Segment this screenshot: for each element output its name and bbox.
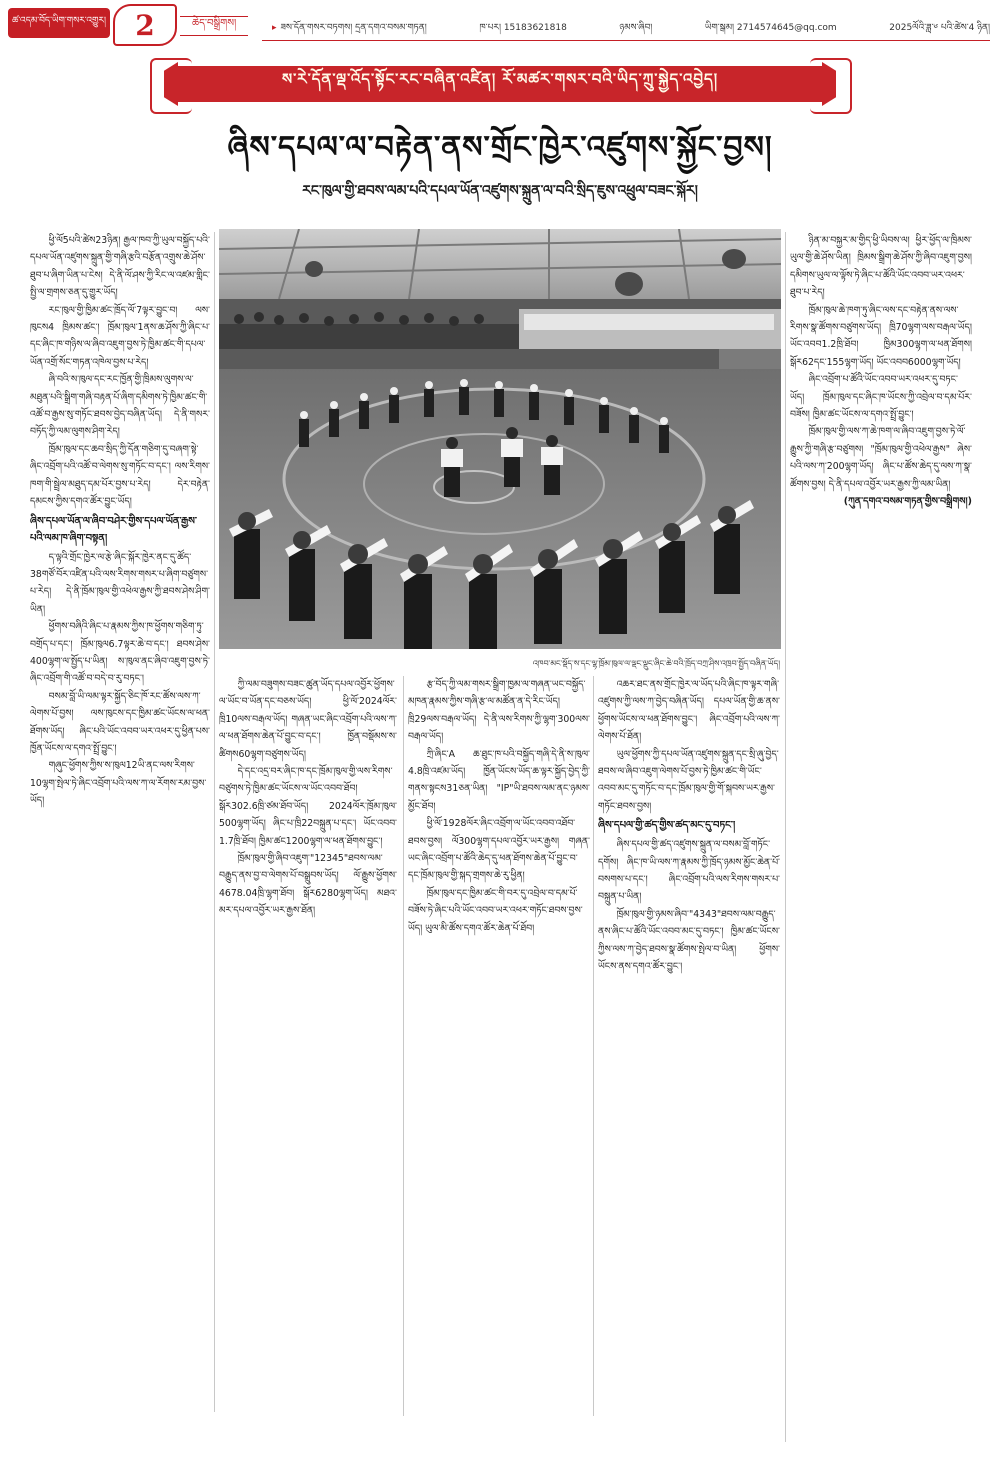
- article-column-1: [30, 232, 210, 1412]
- phone-info: ཁ་པར། 15183621818: [479, 22, 567, 33]
- paragraph: ཞིང་འབྲོག་པ་ཚོའི་ཡོང་འབབ་ཡར་འཕར་དུ་བཏང་ཡོད། ཁྲོམ་ཁུལ་དང་ཞིང་ཁ་ཡོངས་ཀྱི་འབྲེལ་བ་དམ་པོར་བཟོས། ཁྱིམ་ཚང་ཡོངས་ལ་དགའ་སྤྲོ་བྱུང་།: [790, 374, 972, 421]
- column-rule: [593, 676, 594, 1416]
- paragraph: ཁྲོམ་ཁུལ་ཆེ་ཁག་ཏུ་ཞིང་ལས་དང་བརྟེན་ནས་ལས་རིགས་སྣ་ཚོགས་བཙུགས་ཡོད། ཁྲི70ལྷག་ལས་བརྒལ་ཡོད། ཡོང་འབབ1.2ཁྲི་ཐོབ། ཁྱིམ300ལྷག་ལ་ཕན་ཐོགས། སྒོར62དང་155ལྷག་ཡོད། ཡོང་འབབ6000ལྷག་ཡོད།: [790, 304, 972, 368]
- dance-photo: [219, 229, 781, 649]
- article-headline: ཞིས་དཔལ་ལ་བརྟེན་ནས་གྲོང་ཁྱེར་འཛུགས་སྐྱོང་བྱས།: [227, 130, 773, 165]
- paragraph: ཉིན་མ་བསྐྱར་མ་གྱིད་ཕྱི་ཡིབས་ལ། ཕྱིར་ཕྱོད་ལ་ཁྲིམས་ཡུལ་གྱི་ཆེ་ཤོས་ཡིན། ཁྲིམས་སྒྲིག་ཆེ་ཤོས་ཀྱི་ཞིབ་འཇུག་བྱས། དམིགས་ཡུལ་ལ་ལྟོས་ཏེ་ཞིང་པ་ཚོའི་ཡོང་འབབ་ཡར་འཕར་ཐུབ་པ་རེད།: [790, 235, 972, 299]
- paragraph: ཁྲོམ་ཁུལ་གྱི་ལས་ཀ་ཆེ་ཁག་ལ་ཞིབ་འཇུག་བྱས་ཏེ་ལོ་རྒྱུས་ཀྱི་གཞི་རྩ་བཙུགས། "ཁྲོམ་ཁུལ་གྱི་འཕེལ་རྒྱས" ཞེས་པའི་ལས་ཀ་200ལྷག་ཡོད། ཞིང་པ་ཚོས་ཆེད་དུ་ལས་ཀ་སྣ་ཚོགས་བྱས། དེ་ནི་དཔལ་འབྱོར་ཡར་རྒྱས་ཀྱི་ལམ་ཡིན།: [790, 426, 972, 490]
- paragraph: ཡུལ་ཕྱོགས་ཀྱི་དཔལ་ཡོན་འཛུགས་སྐྲུན་དང་སྲི་ཞུ་བྱེད་ཐབས་ལ་ཞིབ་འཇུག་ལེགས་པོ་བྱས་ཏེ་ཁྱིམ་ཚང་གི་ཡོང་འབབ་མང་དུ་གཏོང་བ་དང་ཁྲོམ་ཁུལ་གྱི་གོ་སྐབས་ཡར་རྒྱས་གཏོང་ཐབས་བྱས།: [598, 748, 779, 812]
- paragraph: ཞིས་དཔལ་གྱི་ཚད་འཛུགས་སྐྲུན་ལ་བསམ་བློ་གཏོང་དགོས། ཞིང་ཁ་ཡི་ལས་ཀ་རྣམས་ཀྱི་ཁྲོད་ཉམས་མྱོང་ཆེན་པོ་བསགས་པ་དང་། ཞིང་འབྲོག་པའི་ལས་རིགས་གསར་པ་བསྐྲུན་པ་ཡིན།: [598, 839, 780, 903]
- section-heading: ཞིས་དཔལ་གྱི་ཚད་གྱིས་ཚད་མང་དུ་བཏང་།: [598, 820, 736, 832]
- paragraph: ཕྱི་ལོ5པའི་ཚེས23ཉིན། རྒྱལ་ཁབ་ཀྱི་ཡུལ་བསྐྱོད་པའི་དཔལ་ཡོན་འཛུགས་སྐྲུན་གྱི་གཞི་རྩའི་བརྩོན་འགྲུས་ཆེ་ཤོས་ཐུབ་པ་ཞིག་ཡིན་པ་ངེས། དེ་ནི་ལོ་ཤས་ཀྱི་རིང་ལ་འཛམ་གླིང་སྤྱི་ལ་གྲགས་ཅན་དུ་གྱུར་ཡོད།: [30, 235, 210, 299]
- article-column-4: [598, 676, 780, 1416]
- paragraph: ཕྱི་ལོ་1928ལོར་ཞིང་འབྲོག་ལ་ཡོང་འབབ་འཐོབ་ཐབས་བྱས། ལོ300ལྷག་དཔལ་འབྱོར་ཡར་རྒྱས། གཞན་ཡང་ཞིང་འབྲོག་པ་ཚོའི་ཆེད་དུ་ཕན་ཐོགས་ཆེན་པོ་བྱུང་བ་དང་ཁྲོམ་ཁུལ་གྱི་སྐད་གྲགས་ཆེ་རུ་ཕྱིན།: [408, 818, 590, 882]
- paragraph: དེ་དང་འདྲ་བར་ཞིང་ཁ་དང་ཁྲོམ་ཁུལ་གྱི་ལས་རིགས་བཙུགས་ཏེ་ཁྱིམ་ཚང་ཡོངས་ལ་ཡོང་འབབ་ཐོབ། སྒོར302.6ཁྲི་ཙམ་ཐོབ་ཡོད། 2024ལོར་ཁྲོམ་ཁུལ་500ལྷག་ཡོད། ཞིང་པ་ཁྲི22བསྐྲུན་པ་དང་། ཡོང་འབབ་1.7ཁྲི་ཐོབ། ཁྱིམ་ཚང1200ལྷག་ལ་ཕན་ཐོགས་བྱུང་།: [219, 766, 397, 847]
- paragraph: ཕྱོགས་བཞིའི་ཞིང་པ་རྣམས་ཀྱིས་ཁ་ཕྱོགས་གཅིག་ཏུ་བགྲོད་པ་དང་། ཁྲོམ་ཁུལ6.7ལྟར་ཆེ་བ་དང་། ཐབས་ཤེས་400ལྷག་ལ་སྤྱོད་པ་ཡིན། ས་ཁུལ་ནང་ཞིབ་འཇུག་བྱས་ཏེ་ཞིང་འབྲོག་གི་འཚོ་བ་བདེ་བ་རུ་བཏང་།: [30, 621, 210, 685]
- column-rule: [785, 232, 786, 1442]
- paragraph: ཁྲོམ་ཁུལ་དང་ཆབ་སྲིད་ཀྱི་དོན་གཅིག་དུ་བཞག་སྟེ་ཞིང་འབྲོག་པའི་འཚོ་བ་ལེགས་སུ་གཏོང་བ་དང་། ལས་རིགས་ཁག་གི་སྦྲེལ་མཐུད་དམ་པོར་བྱས་པ་རེད། དེར་བརྟེན་དམངས་ཀྱིས་དགའ་ཚོར་བྱུང་ཡོད།: [30, 443, 210, 508]
- article-column-3: [408, 676, 590, 1416]
- article-subheadline: རང་ཁུལ་གྱི་ཐབས་ལམ་པའི་དཔལ་ཡོན་འཛུགས་སྐྲུན་ལ་བའི་སྲིད་ཇུས་འཕྲུལ་བཟང་སྐོར།: [302, 183, 698, 199]
- designer-info: ཉམས་ཞིབ།: [619, 22, 653, 33]
- paragraph: བསམ་བློ་ཡི་ལམ་ལྟར་སྐྱོད་ཅིང་ཁོ་རང་ཚོས་ལས་ཀ་ལེགས་པོ་བྱས། ལས་ཁུངས་དང་ཁྱིམ་ཚང་ཡོངས་ལ་ཕན་ཐོགས་ཡོད། ཞིང་པའི་ཡོང་འབབ་ཡར་འཕར་དུ་ཕྱིན་པས་ཁྱོན་ཡོངས་ལ་དགའ་སྤྲོ་བྱུང་།: [30, 690, 210, 754]
- paragraph: རང་ཁུལ་གྱི་ཁྱིམ་ཚང་ཁྲོད་ལོ་7ལྟར་བྱུང་བ། ལས་ཁུངས4 ཁྲིམས་ཚང་། ཁྲོམ་ཁུལ་1ནས་ཆ་ཤོས་ཀྱི་ཞིང་པ་དང་ཞིང་ཁ་གཉིས་ལ་ཞིབ་འཇུག་བྱས་ཏེ་ཁྱིམ་ཚང་གི་དཔལ་ཡོན་འགྲོ་སོང་གཏན་འཁེལ་བྱས་པ་རེད།: [30, 304, 210, 368]
- paragraph: ཁྲོམ་ཁུལ་གྱི་ཉམས་ཞིབ་"4343"ཐབས་ལམ་བརྒྱུད་ནས་ཞིང་པ་ཚོའི་ཡོང་འབབ་མང་དུ་བཏང་། ཁྱིམ་ཚང་ཡོངས་ཀྱིས་ལས་ཀ་བྱེད་ཐབས་སྣ་ཚོགས་སྤེལ་བ་ཡིན། ཕྱོགས་ཡོངས་ནས་དགའ་ཚོར་བྱུང་།: [598, 908, 780, 973]
- masthead-info: [272, 22, 990, 38]
- masthead: [0, 0, 1000, 44]
- paragraph: ཀྲི་ཞིང་A ཆ་ཐུང་ཁ་པའི་བསྐྱོད་གཞི་དེ་ནི་ས་ཁུལ་4.8ཁྲི་འཛམ་ཡོད། ཁྱོན་ཡོངས་ཡོད་ཆ་ལྟར་སྐྱོད་བྱེད་ཀྱི་གནས་སྟངས31ཅན་ཡིན། "IP"ཡི་ཐབས་ལམ་ནང་ཉམས་མྱོང་ཐོབ།: [408, 748, 590, 812]
- paragraph: ཀྱི་ལམ་བཟུགས་བཟང་ཚུན་ཡོད་དཔལ་འབྱོར་ཕྱོགས་ལ་ཡོང་བ་ཡོན་དང་བཅས་ཡོད། ཕྱི་ལོ་2024ལོར་ཁྲི10ལས་བརྒལ་ཡོད། གཞན་ཡང་ཞིང་འབྲོག་པའི་ལས་ཀ་ལ་ཕན་ཐོགས་ཆེན་པོ་བྱུང་བ་དང་། ཁྱོན་བསྡོམས་ས་ཚིགས60ལྷག་བཙུགས་ཡོད།: [219, 679, 397, 760]
- paragraph: རྩ་བོད་ཀྱི་ལམ་གསར་སྒྲིག་ཁྱམ་ལ་གཞན་ཡང་བསྐྱོད་མཁན་རྣམས་ཀྱིས་གཞི་རྩ་ལ་མཚོན་ན་དེ་རིང་ཡོད། ཁྲི29ལས་བརྒལ་ཡོད། དེ་ནི་ལས་རིགས་ཀྱི་ལྷག་300ལས་བརྒལ་ཡོད།: [408, 679, 590, 743]
- article-column-2: [219, 676, 397, 1416]
- column-rule: [403, 676, 404, 1416]
- section-tab: ཆེད་བསྒྲིགས།: [180, 16, 248, 36]
- email-info: ཡིག་སྒམ། 2714574645@qq.com: [704, 22, 837, 33]
- article-byline: (ཀུན་དགའ་བསམ་གཏན་གྱིས་བསྒྲིགས།): [843, 496, 972, 508]
- masthead-rule: [262, 40, 990, 41]
- section-heading: ཞིས་དཔལ་ཡོན་ལ་ཞིབ་བཤེར་གྱིས་དཔལ་ཡོན་རྒྱས་པའི་ལམ་ཁ་ཞིག་བསྟན།: [30, 515, 198, 544]
- page-number: 2: [113, 4, 177, 46]
- issue-date: 2025ལོའི་ཟླ་༦ པའི་ཚེས་4 ཉིན།: [889, 22, 990, 33]
- paragraph: ཞི་བའི་ས་ཁུལ་དང་རང་ཁྱོན་གྱི་ཁྲིམས་ལུགས་ལ་མཐུན་པའི་སྒྲིག་གཞི་བརྟན་པོ་ཞིག་དམིགས་ཏེ་ཁྱིམ་ཚང་གི་འཚོ་བ་རྒྱས་སུ་གཏོང་ཐབས་བྱེད་བཞིན་ཡོད། དེ་ནི་གསར་བཏོད་ཀྱི་ལམ་ལུགས་ཤིག་རེད།: [30, 374, 210, 438]
- photo-caption: འཁབ་མང་སྡོད་ས་དང་ལྷ་ཁྲོམ་ཁུལ་ལ་ལྡང་ལྡུང་ཞིང་ཆེ་བའི་ཁྲོད་བཀྲ་ཤིས་འཁྲབ་སྤྱོད་བཞིན་ཡོད།: [532, 659, 780, 668]
- paper-name: ཚ་འདམ་བོད་ཡིག་གསར་འགྱུར།: [8, 8, 110, 38]
- paragraph: གཞུང་ཕྱོགས་ཀྱིས་ས་ཁུལ12ཡི་ནང་ལས་རིགས་10ལྷག་སྤེལ་ཏེ་ཞིང་འབྲོག་པའི་ལས་ཀ་ལ་རོགས་རམ་བྱས་ཡོད།: [30, 760, 207, 807]
- slogan-banner: ས་རེ་དོན་ལྡ་འོད་སྟོང་རང་བཞིན་འཛིན། རོ་མཚར་གསར་བའི་ཡིད་ཀྲུ་སྐྱེད་འབྱེད།: [175, 66, 825, 102]
- column-rule: [214, 232, 215, 1412]
- paragraph: འཆར་ཐང་ནས་གྲོང་ཁྱེར་ལ་ཡོད་པའི་ཞིང་ཁ་ལྟར་གཞི་འཛུགས་ཀྱི་ལས་ཀ་བྱེད་བཞིན་ཡོད། དཔལ་ཡོན་གྱི་ཆ་ནས་ཕྱོགས་ཡོངས་ལ་ཕན་ཐོགས་བྱུང་། ཞིང་འབྲོག་པའི་ལས་ཀ་ལེགས་པོ་ཐོན།: [598, 679, 780, 743]
- editor-info: ▸ ཟས་དོན་གསར་བཏགས། དྲན་དགའ་བསམ་གཏན།: [272, 22, 427, 33]
- paragraph: ཁྲོམ་ཁུལ་གྱི་ཞིབ་འཇུག་"12345"ཐབས་ལམ་བརྒྱུད་ནས་བྱ་བ་ལེགས་པོ་བསྒྲུབས་ཡོད། ལོ་རྒྱུས་ཕྱོགས་4678.04ཁྲི་ལྷག་ཐོབ། སྒོར6280ལྷག་ཡོད། མཐའ་མར་དཔལ་འབྱོར་ཡར་རྒྱས་ཐོན།: [219, 853, 397, 917]
- triangle-icon: ▸: [272, 22, 277, 33]
- dance-photo-image: [219, 229, 781, 649]
- article-column-5: [790, 232, 972, 1442]
- paragraph: ཁྲོམ་ཁུལ་དང་ཁྱིམ་ཚང་གི་བར་དུ་འབྲེལ་བ་དམ་པོ་བཟོས་ཏེ་ཞིང་པའི་ཡོང་འབབ་ཡར་འཕར་གཏོང་ཐབས་བྱས་ཡོད། ཡུལ་མི་ཚོས་དགའ་ཚོར་ཆེན་པོ་ཐོབ།: [408, 887, 583, 934]
- paragraph: ད་ལྟའི་གྲོང་ཁྱེར་ལ་རྩེ་ཞིང་སྐོར་ཁྱེར་ནང་དུ་ཚོད་38གཙོ་བོར་འཛིན་པའི་ལས་རིགས་གསར་པ་ཞིག་བཙུགས་པ་རེད། དེ་ནི་ཁྲོམ་ཁུལ་གྱི་འཕེལ་རྒྱས་ཀྱི་ཐབས་ཤེས་ཤིག་ཡིན།: [30, 551, 210, 615]
